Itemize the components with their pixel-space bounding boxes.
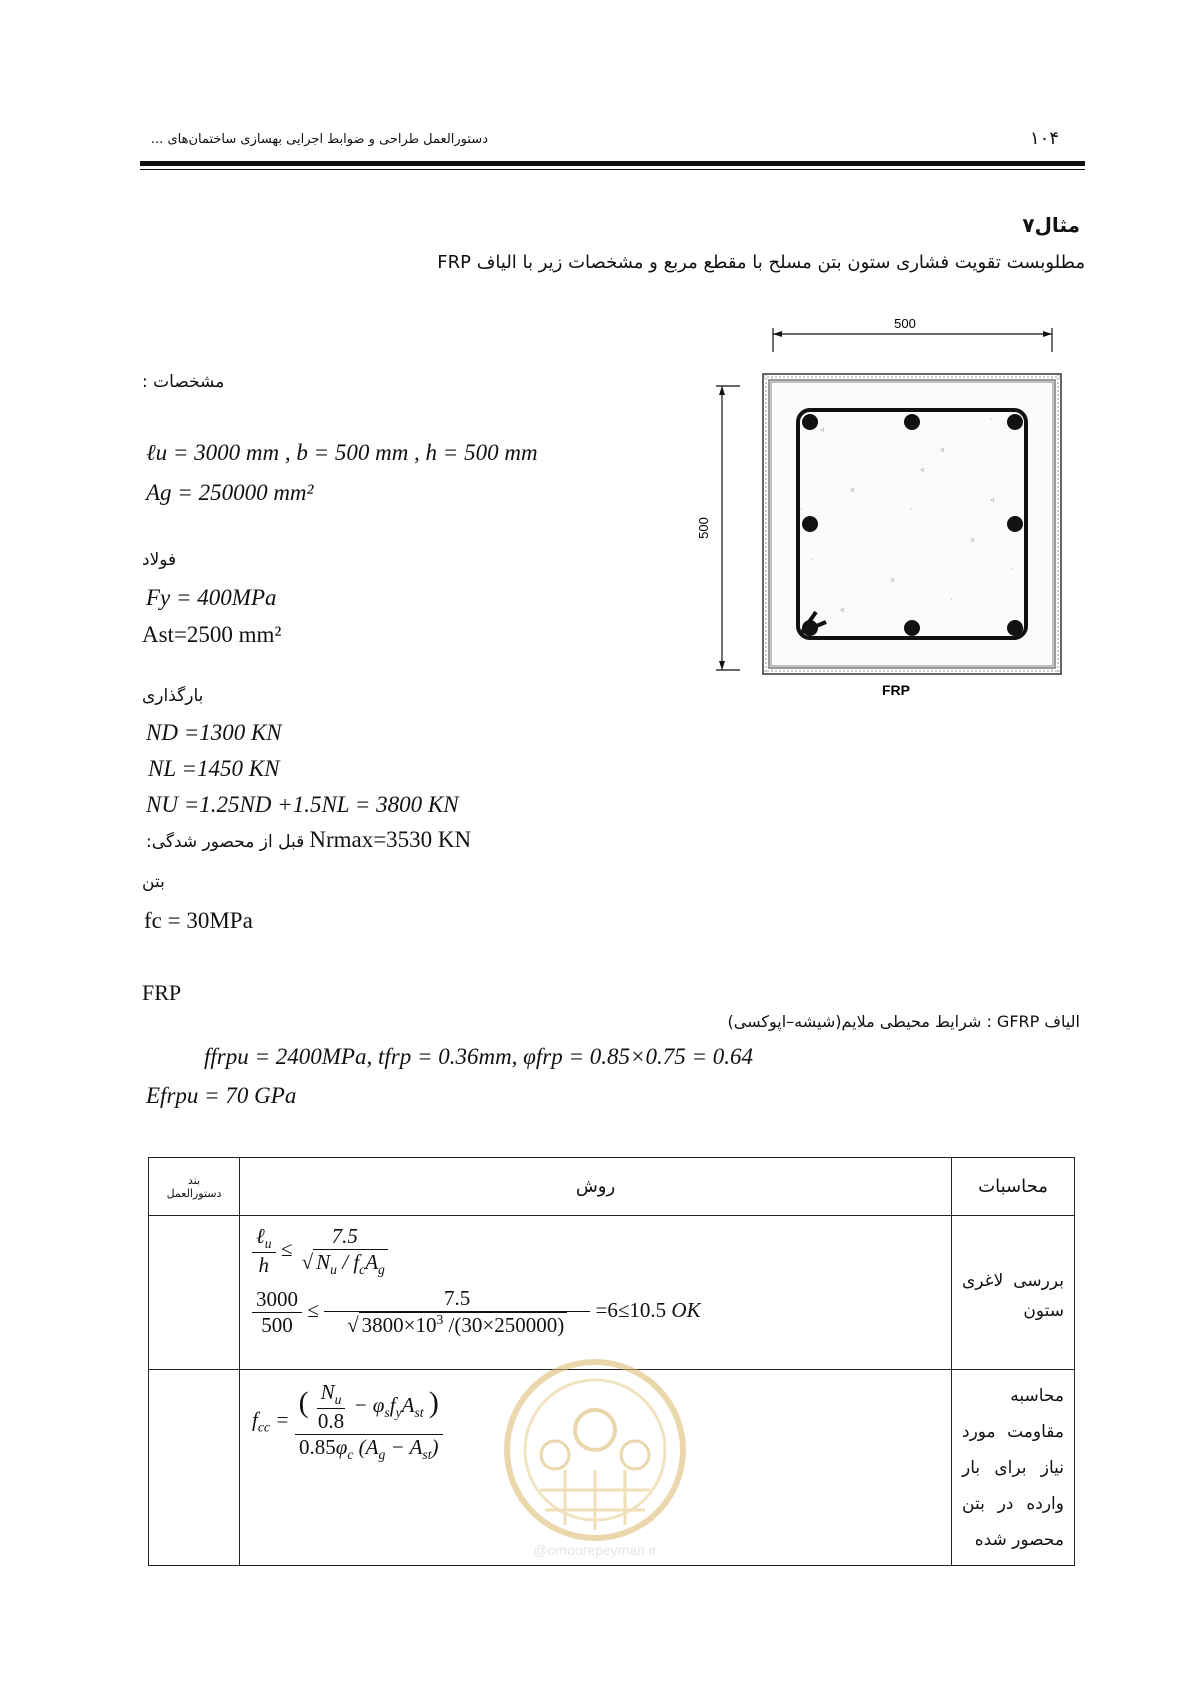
header-clause-text: بند دستورالعمل <box>166 1173 222 1200</box>
gfrp-line: الیاف GFRP : شرایط محیطی ملایم(شیشه–اپوکسی) <box>727 1012 1080 1031</box>
table-row <box>149 1370 1075 1566</box>
frp-props-line-1: ffrpu = 2400MPa, tfrp = 0.36mm, φfrp = 0.85×0.75 = 0.64 <box>204 1044 754 1069</box>
running-title: دستورالعمل طراحی و ضوابط اجرایی بهسازی ساختمان‌های ... <box>150 132 488 147</box>
row1-label <box>952 1216 1075 1370</box>
frp-props-line-2: Efrpu = 70 GPa <box>146 1083 297 1108</box>
row2-label-text: محاسبه مقاومت مورد نیاز برای بار وارده در بتن محصور شده <box>962 1386 1064 1550</box>
column-section-figure <box>690 312 1090 712</box>
row2-eq1: $f_{cc}$ = ( $\frac{N_u}{0.8}$ − $\varphi_sf_yA_{st}$ ) $0.85\varphi_c$ $(A_g - A_{st})$ <box>252 1380 939 1463</box>
concrete-heading: بتن <box>142 872 165 892</box>
steel-fy: Fy = 400MPa <box>146 585 277 610</box>
svg-text:·: · <box>910 505 913 514</box>
svg-text:·: · <box>990 415 993 424</box>
row2-method <box>240 1370 952 1566</box>
example-title: مثال۷ <box>1022 213 1080 237</box>
specs-heading: : مشخصات <box>142 372 225 392</box>
concrete-fc: fc = 30MPa <box>144 908 253 933</box>
row1-method <box>240 1216 952 1370</box>
svg-text:◃: ◃ <box>850 485 855 494</box>
load-nu: NU =1.25ND +1.5NL = 3800 KN <box>146 792 459 817</box>
steel-ast: Ast=2500 mm² <box>142 622 282 647</box>
steel-heading: فولاد <box>142 550 177 570</box>
header-method <box>240 1158 952 1216</box>
header-method-text: روش <box>575 1176 616 1197</box>
load-nd: ND =1300 KN <box>146 720 282 745</box>
row1-eq1: $\frac{\ell_u}{h}$ ≤ $\frac{7.5}{√ N_u / f_cA_g}$ <box>252 1224 939 1278</box>
row1-eq2: $\frac{3000}{500}$ ≤ $\frac{7.5}{√ 3800\times 10^3 /(30\times 250000)}$ =6≤10.5 OK <box>252 1286 939 1338</box>
svg-text:◃: ◃ <box>890 575 895 584</box>
svg-text:·: · <box>880 405 883 414</box>
table-header-row <box>149 1158 1075 1216</box>
nrmax-value: Nrmax=3530 KN <box>309 827 472 852</box>
table-row <box>149 1216 1075 1370</box>
header-rule-thick <box>140 161 1085 166</box>
frp-figure-label: FRP <box>882 682 910 698</box>
svg-text:◃: ◃ <box>840 605 845 614</box>
svg-text:◃: ◃ <box>940 445 945 454</box>
nrmax-line <box>146 827 471 853</box>
load-nl: NL =1450 KN <box>148 756 280 781</box>
header-clause <box>149 1158 240 1216</box>
svg-text:·: · <box>800 505 803 514</box>
example-description: مطلوبست تقویت فشاری ستون بتن مسلح با مقطع مربع و مشخصات زیر با الیاف FRP <box>437 252 1085 273</box>
watermark-text: @omoorepeyman.ir <box>533 1542 657 1558</box>
nrmax-label: قبل از محصور شدگی: <box>146 832 305 852</box>
svg-text:·: · <box>810 555 813 564</box>
header-rule-thin <box>140 169 1085 170</box>
dim-top-label: 500 <box>894 316 916 331</box>
svg-text:◃: ◃ <box>920 465 925 474</box>
geometry-line-1: ℓu = 3000 mm , b = 500 mm , h = 500 mm <box>146 440 538 465</box>
svg-text:◃: ◃ <box>970 535 975 544</box>
watermark-logo <box>490 1350 700 1560</box>
geometry-line-2: Ag = 250000 mm² <box>146 480 314 505</box>
svg-text:◃: ◃ <box>990 495 995 504</box>
page-number: ۱۰۴ <box>1030 128 1060 148</box>
svg-text:·: · <box>1010 565 1013 574</box>
row1-label-text: بررسی لاغری ستون <box>962 1271 1064 1321</box>
header-calc-text: محاسبات <box>978 1176 1048 1197</box>
header-calc <box>952 1158 1075 1216</box>
calculation-table <box>148 1157 1075 1566</box>
svg-text:◃: ◃ <box>820 425 825 434</box>
dim-left-label: 500 <box>696 517 711 539</box>
svg-text:·: · <box>950 595 953 604</box>
row2-clause <box>149 1370 240 1566</box>
row2-label <box>952 1370 1075 1566</box>
row1-clause <box>149 1216 240 1370</box>
frp-heading: FRP <box>142 980 182 1005</box>
loading-heading: بارگذاری <box>142 686 204 706</box>
